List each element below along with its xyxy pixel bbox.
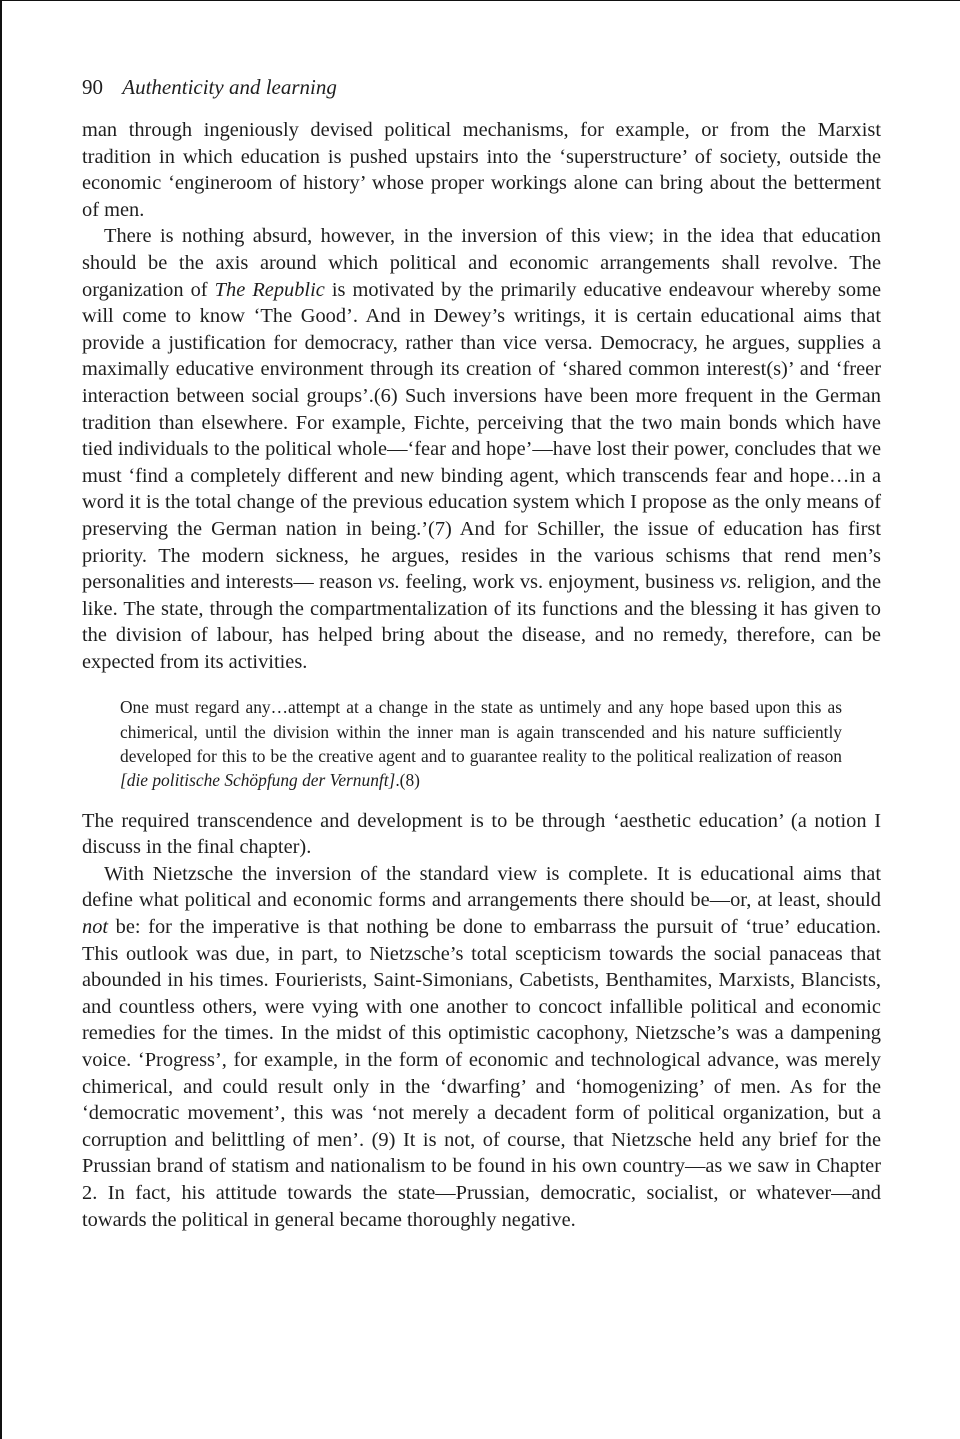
page-body (82, 117, 881, 1233)
page-edge-left (0, 0, 2, 1439)
italic-vs: vs. (377, 571, 400, 594)
italic-vs: vs. (719, 571, 742, 594)
page-number: 90 (82, 75, 103, 99)
text-run: is motivated by the primarily educative endeavour whereby some will come to know ‘The Good’. And in Dewey’s writings, it is certain educational aims that provide a justification for democracy, rather than vice versa. Democracy, he argues, supplies a maximally educative environment through its creation of ‘shared common interest(s)’ and ‘freer interaction between social groups’.(6) Such inversions have been more frequent in the German tradition than elsewhere. For example, Fichte, perceiving that the two main bonds which have tied individuals to the political whole—‘fear and hope’—have lost their power, concludes that we must ‘find a completely different and new binding agent, which transcends fear and hope…in a word it is the total change of the previous education system which I propose as the only means of preserving the German nation in being.’(7) And for Schiller, the issue of education has first priority. The modern sickness, he argues, resides in the various schisms that rend men’s personalities and interests— reason (82, 278, 881, 594)
text-run: With Nietzsche the inversion of the standard view is complete. It is educational aims that define what political and economic forms and arrangements there should be—or, at least, should (82, 862, 881, 912)
italic-german-phrase: [die politische Schöpfung der Vernunft] (120, 770, 396, 791)
running-header (82, 74, 337, 100)
block-quote-schiller (120, 695, 842, 792)
italic-title-republic: The Republic (214, 278, 325, 301)
text-run: be: for the imperative is that nothing be done to embarrass the pursuit of ‘true’ education. This outlook was due, in part, to Nietzsche’s total scepticism towards the social panaceas that abounded in his times. Fourierists, Saint-Simonians, Cabetists, Benthamites, Marxists, Blancists, and countless others, were vying with one another to concoct infallible political and economic remedies for the times. In the midst of this optimistic cacophony, Nietzsche’s was a dampening voice. ‘Progress’, for example, in the form of economic and technological advance, was merely chimerical, and could result only in the ‘dwarfing’ and ‘homogenizing’ of men. As for the ‘democratic movement’, this was ‘not merely a decadent form of political organization, but a corruption and belittling of men’. (9) It is not, of course, that Nietzsche held any brief for the Prussian brand of statism and nationalism to be found in his own country—as we saw in Chapter 2. In fact, his attitude towards the state—Prussian, democratic, socialist, or whatever—and towards the political in general became thoroughly negative. (82, 916, 881, 1231)
page-edge-top (0, 0, 960, 1)
text-run: There is nothing absurd, however, in the inversion of this view; in the idea that education should be the axis around which political and economic arrangements shall revolve. The organization of (82, 225, 881, 301)
paragraph-nietzsche (82, 861, 881, 1233)
paragraph-inversion (82, 223, 881, 675)
running-title: Authenticity and learning (122, 75, 337, 99)
paragraph-aesthetic-education: The required transcendence and development is to be through ‘aesthetic education’ (a notion I discuss in the final chapter). (82, 809, 881, 859)
paragraph-continued: man through ingeniously devised political mechanisms, for example, or from the Marxist tradition in which education is pushed upstairs into the ‘superstructure’ of society, outside the economic ‘engineroom of history’ whose proper workings alone can bring about the betterment of men. (82, 119, 881, 221)
italic-not: not (82, 916, 109, 939)
text-run: feeling, work vs. enjoyment, business (399, 571, 720, 594)
text-run: One must regard any…attempt at a change in the state as untimely and any hope based upon this as chimerical, until the division within the inner man is again transcended and his nature sufficiently developed for this to be the creative agent and to guarantee reality to the political realization of reason (120, 697, 842, 767)
text-run: religion, and the like. The state, through the compartmentalization of its functions and the blessing it has given to the division of labour, has helped bring about the disease, and no remedy, therefore, can be expected from its activities. (82, 571, 881, 673)
text-run: .(8) (395, 770, 420, 791)
